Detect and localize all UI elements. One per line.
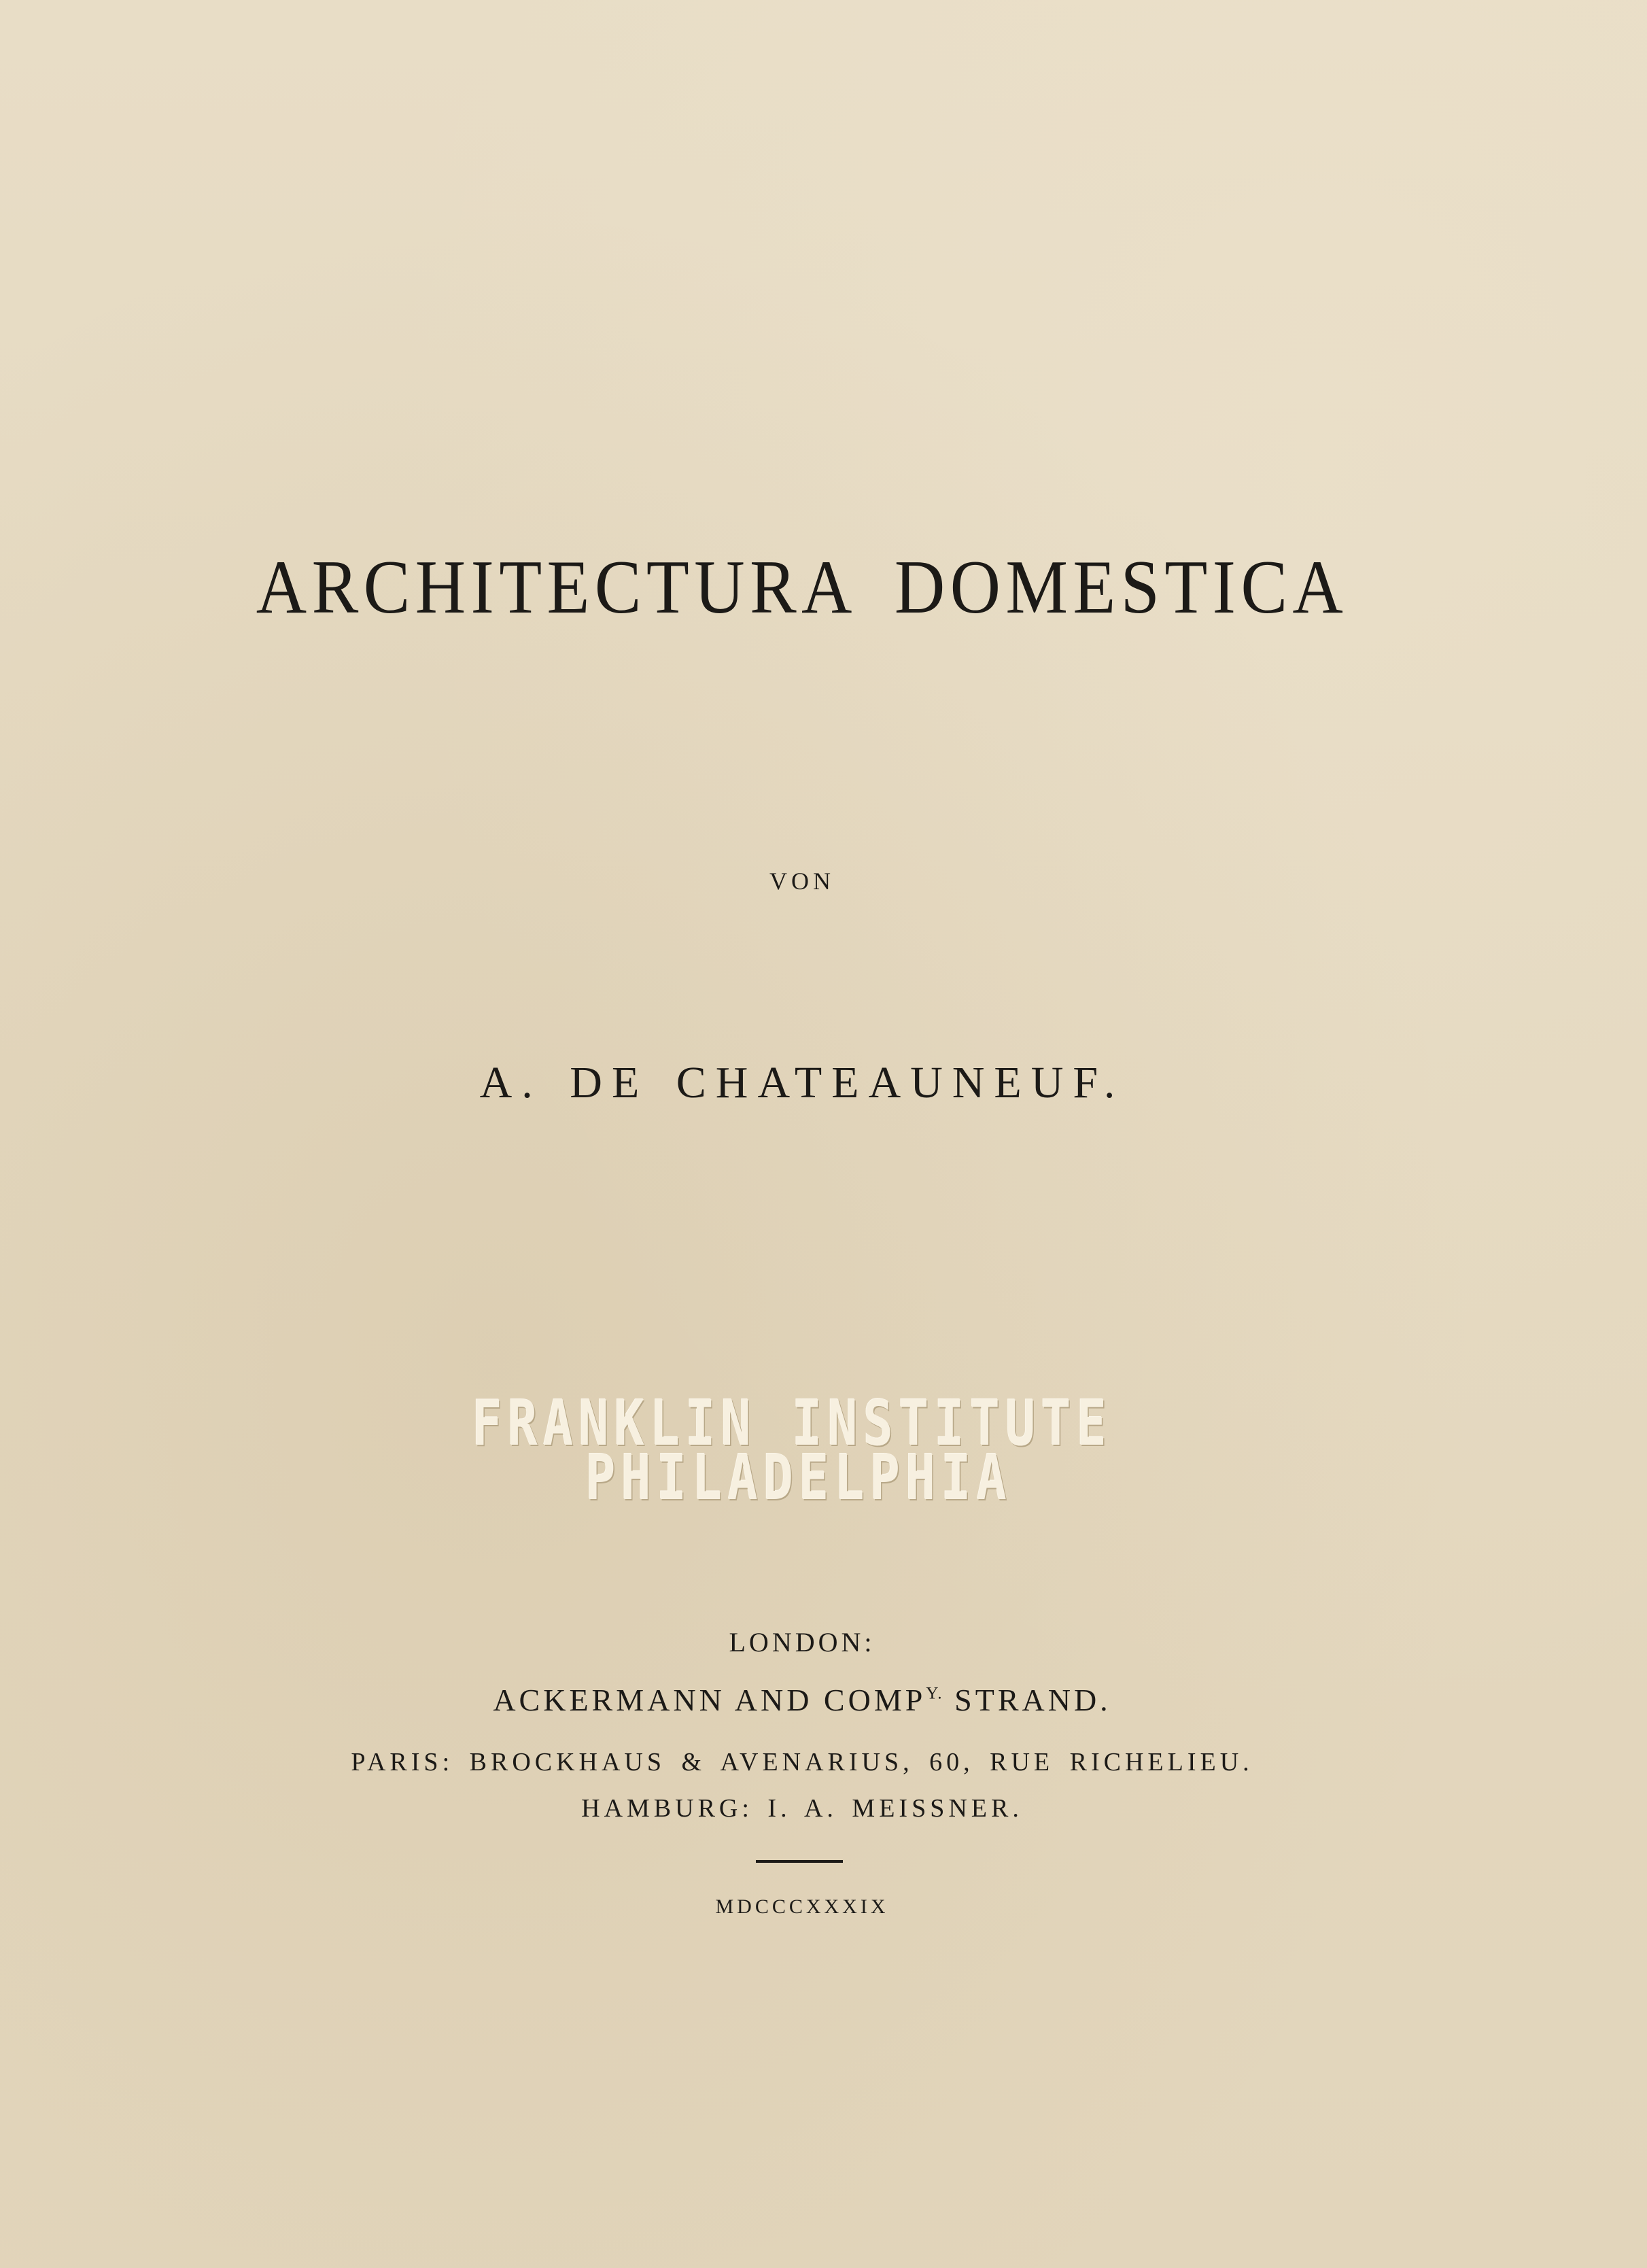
imprint-city: LONDON: (729, 1627, 875, 1657)
publication-year: MDCCCXXXIX (715, 1895, 889, 1918)
imprint-publisher (0, 1682, 1604, 1718)
author-name: A. DE CHATEAUNEUF. (479, 1058, 1125, 1107)
publisher-location: STRAND. (943, 1683, 1111, 1717)
perforated-stamp-line1: FRANKLIN INSTITUTE (472, 1387, 1112, 1460)
publisher-name: ACKERMANN AND COMP (493, 1683, 926, 1717)
divider-rule (756, 1860, 843, 1863)
imprint-paris: PARIS: BROCKHAUS & AVENARIUS, 60, RUE RICHELIEU. (351, 1748, 1253, 1776)
imprint-hamburg: HAMBURG: I. A. MEISSNER. (581, 1794, 1023, 1823)
publisher-superscript: Y. (926, 1683, 943, 1703)
book-title: ARCHITECTURA DOMESTICA (256, 545, 1349, 630)
by-label: VON (769, 867, 835, 895)
perforated-stamp-line2: PHILADELPHIA (585, 1441, 1012, 1514)
